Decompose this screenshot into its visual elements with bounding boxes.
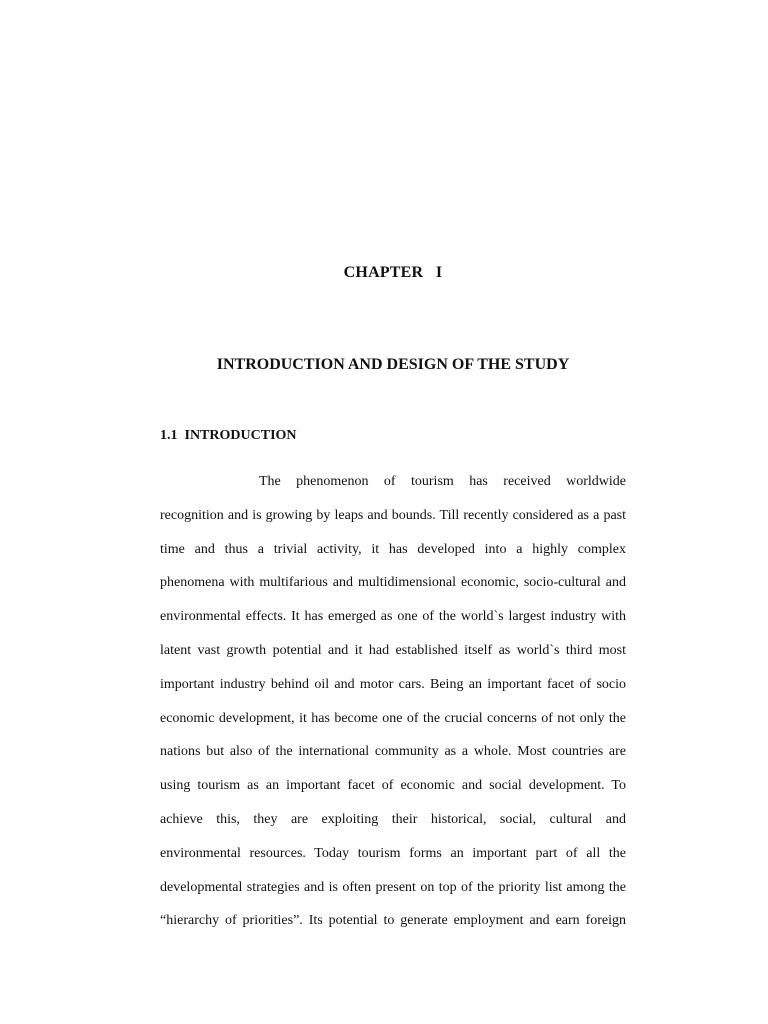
paragraph-line: recognition and is growing by leaps and bounds. Till recently considered as a past	[160, 507, 626, 523]
paragraph-line: latent vast growth potential and it had established itself as world`s third most	[160, 642, 626, 658]
paragraph-line: developmental strategies and is often present on top of the priority list among the	[160, 879, 626, 895]
section-heading: 1.1 INTRODUCTION	[160, 428, 297, 443]
paragraph-line: The phenomenon of tourism has received worldwide	[259, 474, 626, 489]
chapter-label: CHAPTER I	[343, 264, 443, 281]
body-paragraph	[160, 465, 626, 938]
paragraph-line: important industry behind oil and motor cars. Being an important facet of socio	[160, 676, 626, 692]
paragraph-line: phenomena with multifarious and multidimensional economic, socio-cultural and	[160, 575, 626, 591]
chapter-title: INTRODUCTION AND DESIGN OF THE STUDY	[216, 356, 570, 373]
paragraph-line: environmental resources. Today tourism forms an important part of all the	[160, 845, 626, 861]
paragraph-line: economic development, it has become one of the crucial concerns of not only the	[160, 710, 626, 726]
paragraph-line: environmental effects. It has emerged as one of the world`s largest industry with	[160, 609, 626, 625]
paragraph-line: nations but also of the international community as a whole. Most countries are	[160, 744, 626, 760]
paragraph-line: time and thus a trivial activity, it has developed into a highly complex	[160, 541, 626, 557]
paragraph-line: achieve this, they are exploiting their historical, social, cultural and	[160, 811, 626, 827]
paragraph-line: using tourism as an important facet of economic and social development. To	[160, 778, 626, 794]
paragraph-line: “hierarchy of priorities”. Its potential to generate employment and earn foreign	[160, 913, 626, 929]
